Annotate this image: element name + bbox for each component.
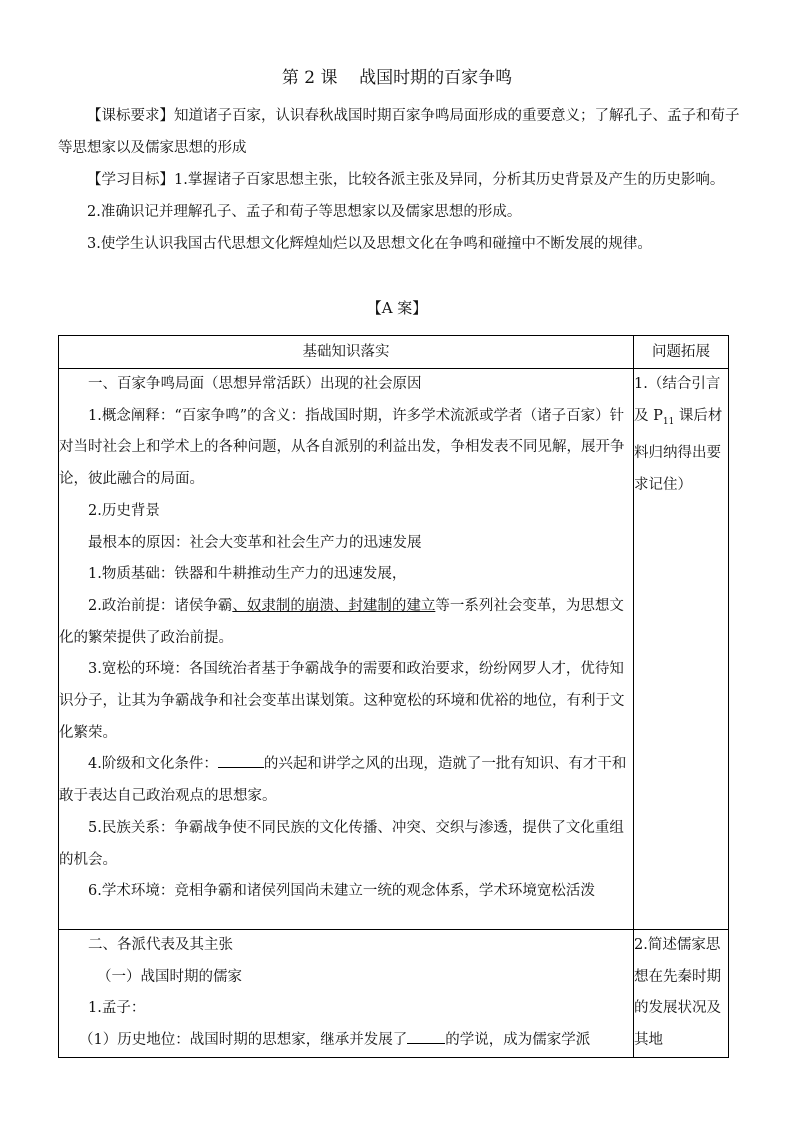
table-row-part2 — [59, 930, 729, 1058]
header-basic-knowledge: 基础知识落实 — [59, 336, 634, 369]
fill-blank[interactable] — [407, 1029, 445, 1044]
confucian-heading: （一）战国时期的儒家 — [97, 968, 242, 985]
mencius-status: （1）历史地位：战国时期的思想家，继承并发展了 的学说，成为儒家学派 — [59, 1025, 633, 1057]
section-label: 【A 案】 — [366, 299, 428, 317]
political-premise: 2.政治前提：诸侯争霸、奴隶制的崩溃、封建制的建立等一系列社会变革，为思想文化的繁荣提供了政治前提。 — [59, 597, 624, 646]
curriculum-requirement: 【课标要求】知道诸子百家，认识春秋战国时期百家争鸣局面形成的重要意义；了解孔子、孟子和荀子等思想家以及儒家思想的形成 — [58, 108, 740, 156]
learning-objective-1: 【学习目标】1.掌握诸子百家思想主张，比较各派主张及异同，分析其历史背景及产生的历史影响。 — [87, 172, 725, 188]
root-cause: 最根本的原因：社会大变革和社会生产力的迅速发展 — [88, 534, 422, 551]
intro-section — [58, 100, 742, 260]
heading-social-causes: 一、百家争鸣局面（思想异常活跃）出现的社会原因 — [88, 376, 422, 392]
learning-objective-3: 3.使学生认识我国古代思想文化辉煌灿烂以及思想文化在争鸣和碰撞中不断发展的规律。 — [87, 236, 652, 252]
material-basis: 1.物质基础：铁器和牛耕推动生产力的迅速发展， — [88, 566, 407, 583]
study-table — [58, 335, 729, 1058]
class-cultural-conditions: 4.阶级和文化条件： 的兴起和讲学之风的出现，造就了一批有知识、有才干和敢于表达自己政治观点的思想家。 — [59, 749, 633, 812]
header-question-extension: 问题拓展 — [634, 336, 729, 369]
fill-blank[interactable] — [218, 753, 264, 768]
lesson-title: 第 2 课 战国时期的百家争鸣 — [281, 68, 513, 88]
knowledge-cell-1 — [59, 369, 634, 930]
ethnic-relations: 5.民族关系：争霸战争使不同民族的文化传播、冲突、交织与渗透，提供了文化重组的机会。 — [59, 819, 624, 868]
academic-environment: 6.学术环境：竞相争霸和诸侯列国尚未建立一统的观念体系，学术环境宽松活泼 — [88, 883, 595, 900]
learning-objective-2: 2.准确识记并理解孔子、孟子和荀子等思想家以及儒家思想的形成。 — [87, 204, 522, 220]
relaxed-environment: 3.宽松的环境：各国统治者基于争霸战争的需要和政治要求，纷纷网罗人才，优待知识分子，让其为争霸战争和社会变革出谋划策。这种宽松的环境和优裕的地位，有利于文化繁荣。 — [59, 661, 625, 741]
underlined-text: 、奴隶制的崩溃、封建制的建立 — [232, 597, 436, 614]
historical-background-heading: 2.历史背景 — [88, 502, 160, 519]
heading-schools: 二、各派代表及其主张 — [88, 937, 233, 953]
extension-cell-2: 2.简述儒家思想在先秦时期的发展状况及其地 — [634, 930, 729, 1058]
knowledge-cell-2 — [59, 930, 634, 1058]
extension-cell-1: 1.（结合引言及 $P_{11}$ 课后材料归纳得出要求记住） — [634, 369, 729, 930]
mencius-heading: 1.孟子： — [88, 1000, 146, 1017]
concept-explanation: 1.概念阐释：“百家争鸣”的含义：指战国时期，许多学术流派或学者（诸子百家）针对当时社会上和学术上的各种问题，从各自派别的利益出发，争相发表不同见解，展开争论，彼此融合的局面。 — [59, 407, 625, 488]
table-header-row — [59, 336, 729, 369]
table-row-part1 — [59, 369, 729, 930]
